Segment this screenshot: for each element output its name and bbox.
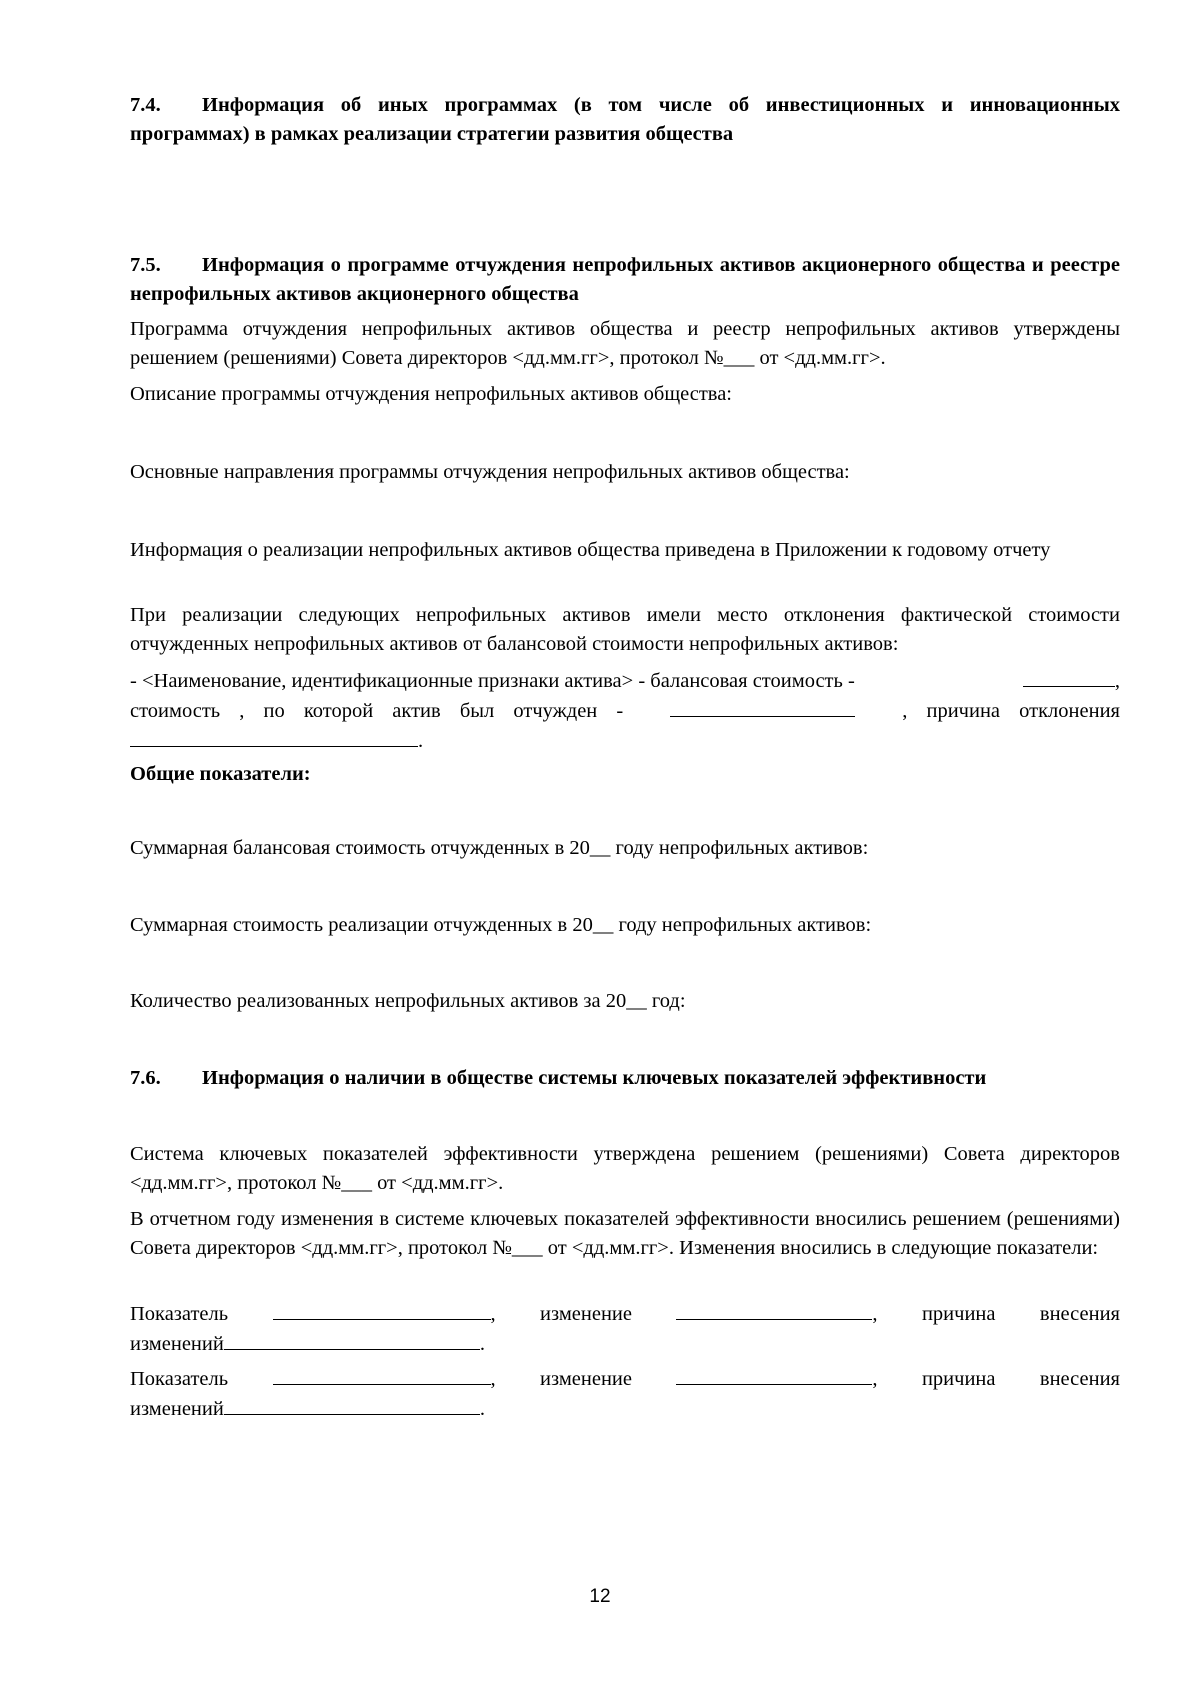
- reason-label-2: внесения: [1039, 1368, 1120, 1390]
- balance-value-blank[interactable]: [1023, 666, 1115, 687]
- general-indicators-title: Общие показатели:: [130, 763, 311, 785]
- paragraph-approval: Программа отчуждения непрофильных активов общества и реестр непрофильных активов утверждены решением (решениями) Совета директоров <дд.мм.гг>, протокол №___ от <дд.мм.гг>.: [130, 318, 1120, 369]
- change-value-blank[interactable]: [676, 1364, 872, 1385]
- comma: ,: [1114, 670, 1120, 692]
- reason-label: причина: [921, 1368, 996, 1390]
- page-number: 12: [589, 1586, 611, 1607]
- indicator-label: Показатель: [130, 1303, 229, 1325]
- deviation-reason-blank[interactable]: [130, 726, 418, 747]
- changes-word: изменений: [130, 1398, 224, 1420]
- section-title: Информация о наличии в обществе системы ключевых показателей эффективности: [202, 1067, 987, 1089]
- indicator-row: [130, 1299, 1120, 1359]
- section-number: 7.4.: [130, 94, 161, 116]
- asset-line-text: , причина отклонения: [902, 700, 1120, 722]
- paragraph-description: Описание программы отчуждения непрофильных активов общества:: [130, 383, 732, 405]
- change-label: изменение: [540, 1303, 633, 1325]
- changes-word: изменений: [130, 1333, 224, 1355]
- indicator-row: [130, 1364, 1120, 1424]
- paragraph-directions: Основные направления программы отчуждения непрофильных активов общества:: [130, 461, 850, 483]
- asset-line-text: - <Наименование, идентификационные признаки актива> - балансовая стоимость -: [130, 670, 855, 692]
- reason-blank[interactable]: [224, 1329, 480, 1350]
- asset-line-row-3: [130, 726, 1120, 756]
- change-blank-group: ,: [676, 1364, 877, 1394]
- asset-line: [130, 666, 1120, 756]
- paragraph-deviation: При реализации следующих непрофильных активов имели место отклонения фактической стоимости отчужденных непрофильных активов от балансовой стоимости непрофильных активов:: [130, 604, 1120, 655]
- section-number: 7.6.: [130, 1067, 161, 1089]
- paragraph-info: Информация о реализации непрофильных активов общества приведена в Приложении к годовому отчету: [130, 539, 1051, 561]
- period: .: [418, 730, 424, 752]
- section-title: Информация о программе отчуждения непрофильных активов акционерного общества и реестре непрофильных активов акционерного общества: [130, 254, 1120, 305]
- indicator-name-blank[interactable]: [273, 1299, 491, 1320]
- asset-line-row-2: [130, 696, 1120, 726]
- section-7-5-heading: [130, 251, 1120, 309]
- indicator-blank-group: ,: [273, 1299, 496, 1329]
- indicator-row-line-1: [130, 1364, 1120, 1394]
- reason-blank[interactable]: [224, 1394, 480, 1415]
- section-title: Информация об иных программах (в том числе об инвестиционных и инновационных программах) в рамках реализации стратегии развития общества: [130, 94, 1120, 145]
- indicator-row-line-2: изменений .: [130, 1394, 1120, 1424]
- kpi-approval-paragraph: Система ключевых показателей эффективности утверждена решением (решениями) Совета директоров <дд.мм.гг>, протокол №___ от <дд.мм.гг>.: [130, 1143, 1120, 1194]
- indicator-blank-group: ,: [273, 1364, 496, 1394]
- asset-line-text: стоимость , по которой актив был отчужден -: [130, 700, 624, 722]
- section-7-6-heading: [130, 1064, 1120, 1093]
- change-value-blank[interactable]: [676, 1299, 872, 1320]
- kpi-changes-paragraph: В отчетном году изменения в системе ключевых показателей эффективности вносились решением (решениями) Совета директоров <дд.мм.гг>, протокол №___ от <дд.мм.гг>. Изменения вносились в следующие показатели:: [130, 1208, 1120, 1259]
- reason-label-2: внесения: [1039, 1303, 1120, 1325]
- indicator-name-blank[interactable]: [273, 1364, 491, 1385]
- section-number: 7.5.: [130, 254, 161, 276]
- indicator-label: Показатель: [130, 1368, 229, 1390]
- indicator-row-line-1: [130, 1299, 1120, 1329]
- total-sale-value: Суммарная стоимость реализации отчужденных в 20__ году непрофильных активов:: [130, 914, 872, 936]
- reason-label: причина: [921, 1303, 996, 1325]
- assets-count: Количество реализованных непрофильных активов за 20__ год:: [130, 990, 686, 1012]
- indicator-row-line-2: изменений .: [130, 1329, 1120, 1359]
- total-balance-value: Суммарная балансовая стоимость отчужденных в 20__ году непрофильных активов:: [130, 837, 869, 859]
- change-blank-group: ,: [676, 1299, 877, 1329]
- section-7-4-heading: [130, 91, 1120, 149]
- change-label: изменение: [540, 1368, 633, 1390]
- asset-line-row-1: [130, 666, 1120, 696]
- sale-value-blank[interactable]: [670, 696, 855, 717]
- asset-line-blank-group: [1023, 666, 1120, 696]
